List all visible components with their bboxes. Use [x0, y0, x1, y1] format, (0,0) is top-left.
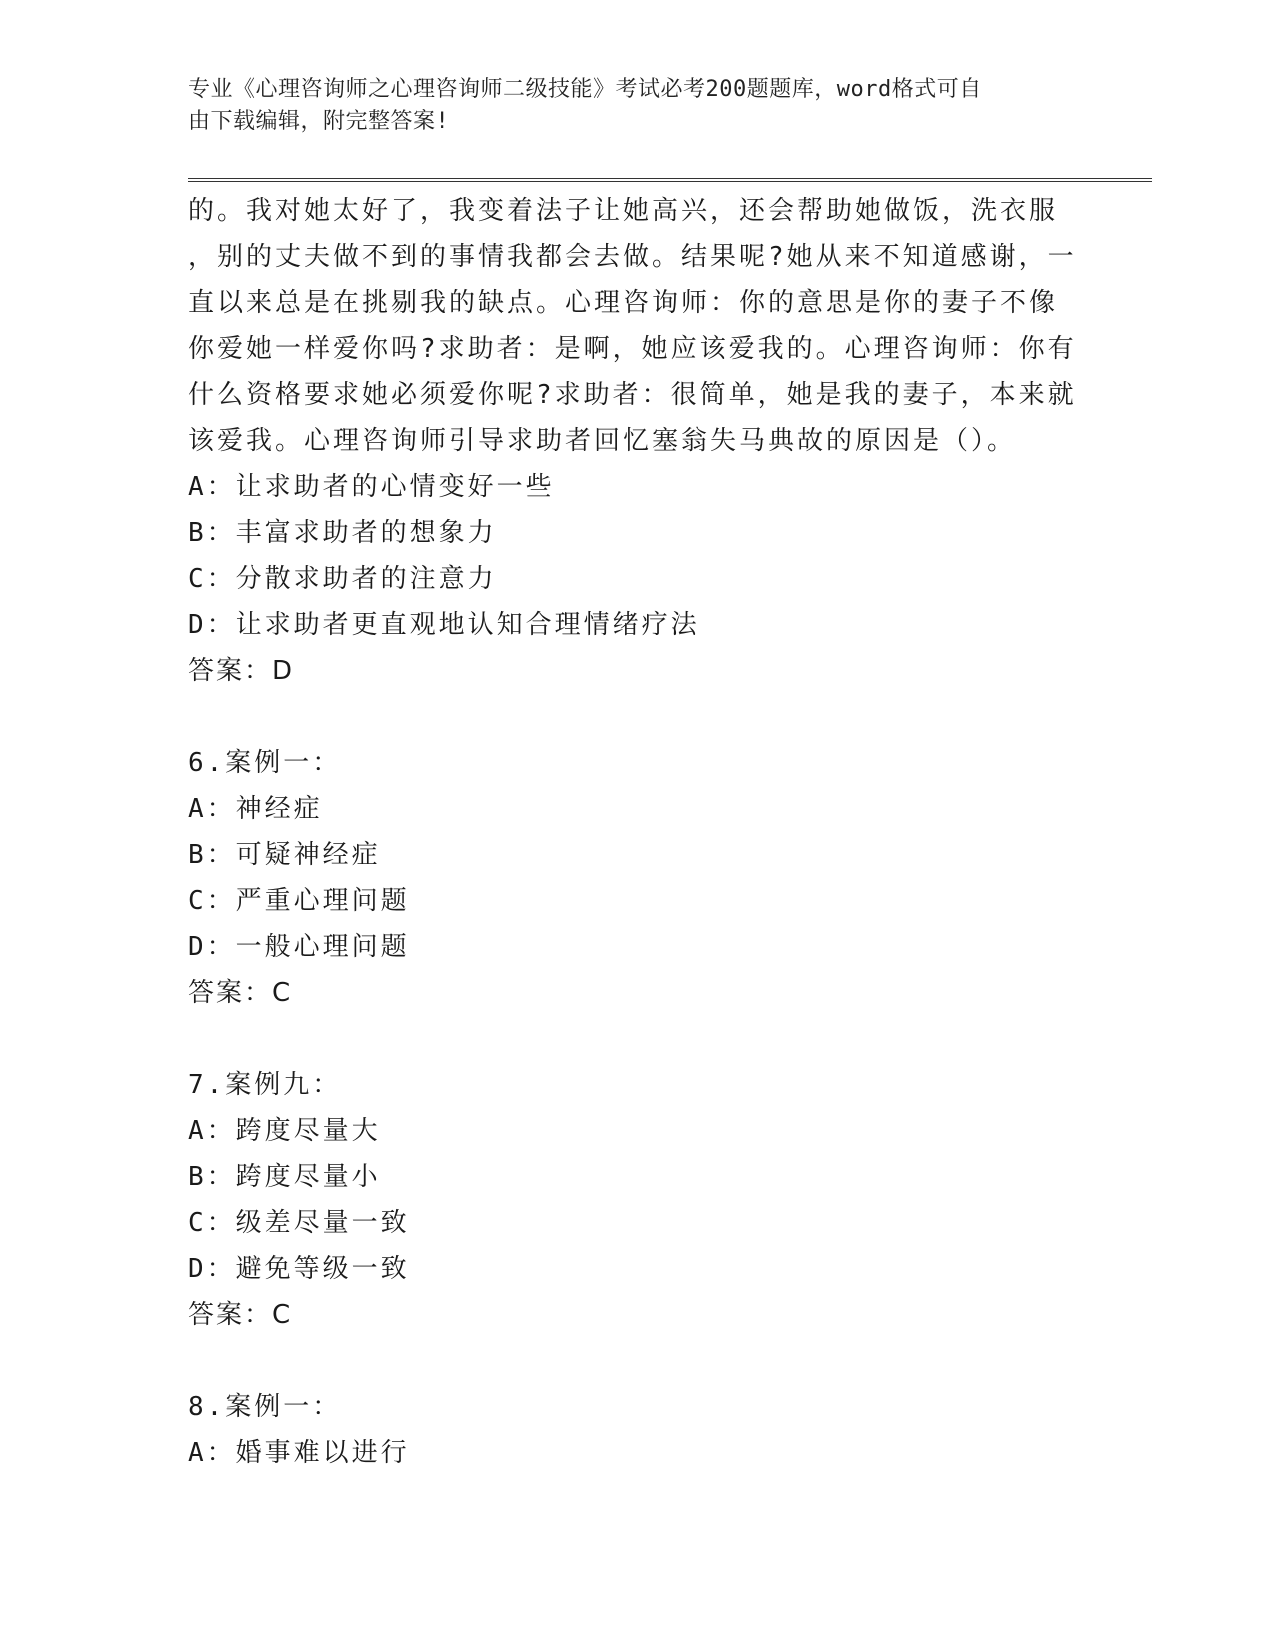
passage-line: 你爱她一样爱你吗?求助者：是啊，她应该爱我的。心理咨询师：你有 — [188, 334, 1077, 364]
option-b: B：可疑神经症 — [188, 840, 381, 870]
option-a: A：神经症 — [188, 794, 323, 824]
document-body — [188, 188, 1078, 1476]
option-b: B：丰富求助者的想象力 — [188, 518, 497, 548]
option-a: A：让求助者的心情变好一些 — [188, 472, 555, 502]
question-6 — [188, 740, 1078, 1016]
option-b: B：跨度尽量小 — [188, 1162, 381, 1192]
question-8 — [188, 1384, 1078, 1476]
option-d: D：让求助者更直观地认知合理情绪疗法 — [188, 610, 700, 640]
header-divider — [188, 178, 1152, 182]
header-line-2: 由下载编辑，附完整答案! — [188, 109, 450, 134]
header-line-1: 专业《心理咨询师之心理咨询师二级技能》考试必考200题题库，word格式可自 — [188, 77, 982, 102]
question-title: 6.案例一： — [188, 748, 342, 778]
answer-line: 答案：D — [188, 656, 295, 686]
option-a: A：跨度尽量大 — [188, 1116, 381, 1146]
option-c: C：级差尽量一致 — [188, 1208, 410, 1238]
option-c: C：严重心理问题 — [188, 886, 410, 916]
passage-line: ，别的丈夫做不到的事情我都会去做。结果呢?她从来不知道感谢，一 — [188, 242, 1077, 272]
passage-line: 什么资格要求她必须爱你呢?求助者：很简单，她是我的妻子，本来就 — [188, 380, 1077, 410]
option-d: D：避免等级一致 — [188, 1254, 410, 1284]
question-7 — [188, 1062, 1078, 1338]
document-header — [188, 74, 1068, 138]
option-d: D：一般心理问题 — [188, 932, 410, 962]
passage-line: 该爱我。心理咨询师引导求助者回忆塞翁失马典故的原因是（）。 — [188, 426, 1017, 456]
answer-line: 答案：C — [188, 1300, 293, 1330]
passage-line: 直以来总是在挑剔我的缺点。心理咨询师：你的意思是你的妻子不像 — [188, 288, 1059, 318]
question-5-continued — [188, 188, 1078, 694]
option-a: A：婚事难以进行 — [188, 1438, 410, 1468]
question-title: 7.案例九： — [188, 1070, 342, 1100]
option-c: C：分散求助者的注意力 — [188, 564, 497, 594]
question-title: 8.案例一： — [188, 1392, 342, 1422]
passage-line: 的。我对她太好了，我变着法子让她高兴，还会帮助她做饭，洗衣服 — [188, 196, 1059, 226]
answer-line: 答案：C — [188, 978, 293, 1008]
